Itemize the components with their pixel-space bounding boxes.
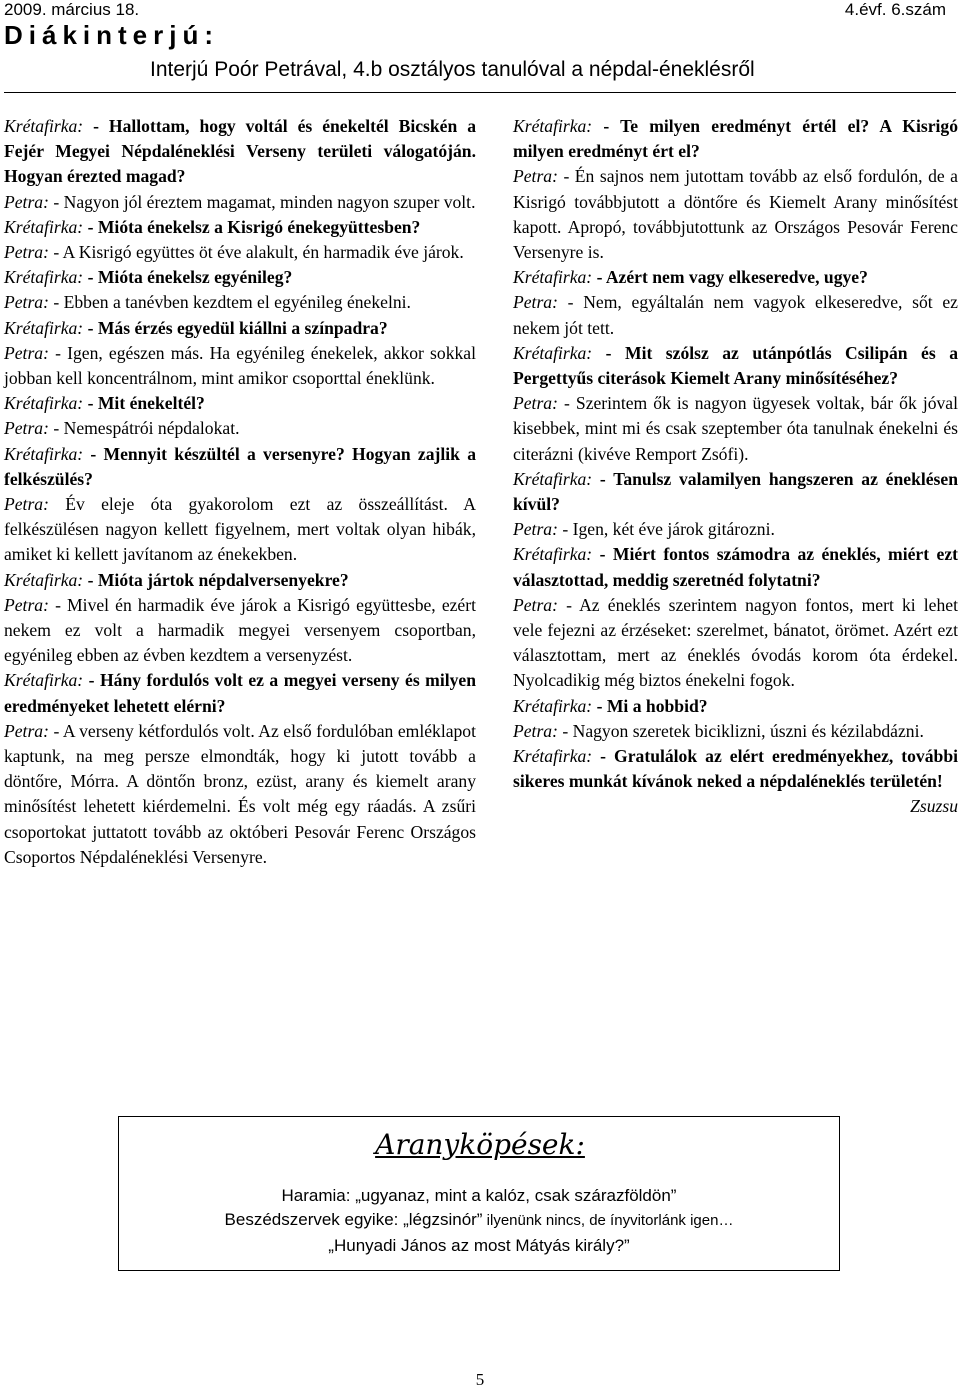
interview-answer [513,593,958,694]
interview-answer [4,416,476,441]
paragraph-text: - Mi a hobbid? [592,695,708,716]
speaker-label: Petra: [513,166,558,187]
paragraph-text: - Igen, egészen más. Ha egyénileg énekelek, akkor sokkal jobban kell koncentrálnom, mint amikor csoporttal éneklünk. [4,342,476,389]
speaker-label: Petra: [4,494,49,515]
speaker-label: Petra: [513,720,558,741]
interview-question [513,341,958,391]
interview-answer [513,391,958,467]
paragraph-text: - Mióta jártok népdalversenyekre? [83,569,349,590]
section-title: Diákinterjú: [4,20,220,50]
paragraph-text: - Az éneklés szerintem nagyon fontos, mert ki lehet vele fejezni az érzéseket: szerelmet, bánatot, örömet. Azért ezt választottam, mert az éneklés óvodás korom óta érdekel. Nyolcadikig még biztos énekelni fogok. [513,594,958,691]
paragraph-text: - Gratulálok az elért eredményekhez, további sikeres munkát kívánok neked a népdaléneklés területén! [513,746,958,792]
paragraph-text: - Én sajnos nem jutottam tovább az első fordulón, de a Kisrigó továbbjutott a döntőre és Kiemelt Arany minősítést kapott. Apropó, továbbjutottunk az Országos Pesovár Ferenc Versenyre is. [513,166,958,263]
interview-question [4,215,476,240]
paragraph-text: - Nem, egyáltalán nem vagyok elkeseredve, sőt ez nekem jót tett. [513,292,958,338]
interview-question [513,265,958,290]
interview-answer [4,492,476,568]
interview-question [513,467,958,517]
left-column [4,114,476,870]
right-column [513,114,958,820]
speaker-label: Krétafirka: [4,393,84,414]
speaker-label: Krétafirka: [4,569,84,590]
interview-answer [513,719,958,744]
speaker-label: Petra: [513,292,558,313]
quotes-title: Aranyköpések: [375,1128,585,1161]
speaker-label: Petra: [4,292,49,313]
paragraph-text: - Mit szólsz az utánpótlás Csilipán és a Pergettyűs citerások Kiemelt Arany minősítéséhez? [513,342,958,389]
quote-line-3: „Hunyadi János az most Mátyás király?” [328,1236,630,1255]
paragraph-text: - Mióta énekelsz a Kisrigó énekegyüttesben? [83,216,421,237]
header-divider [4,92,956,93]
paragraph-text: - Mit énekeltél? [83,393,205,414]
interview-answer [4,341,476,391]
page-number: 5 [475,1370,485,1389]
speaker-label: Krétafirka: [513,544,593,565]
speaker-label: Krétafirka: [513,468,593,489]
paragraph-text: - Nagyon szeretek biciklizni, úszni és kézilabdázni. [557,720,924,741]
paragraph-text: - Nemespátrói népdalokat. [48,418,240,439]
interview-question [4,114,476,190]
speaker-label: Krétafirka: [513,746,593,767]
page-header [4,0,956,22]
paragraph-text: - A Kisrigó együttes öt éve alakult, én harmadik éve járok. [48,242,464,263]
interview-answer [4,190,476,215]
paragraph-text: - Nagyon jól éreztem magamat, minden nagyon szuper volt. [48,191,476,212]
paragraph-text: - Mennyit készültél a versenyre? Hogyan zajlik a felkészülés? [4,443,476,489]
speaker-label: Krétafirka: [4,670,84,691]
interview-question [4,265,476,290]
speaker-label: Petra: [4,191,49,212]
interview-question [4,442,476,492]
paragraph-text: - Más érzés egyedül kiállni a színpadra? [83,317,388,338]
interview-answer [513,517,958,542]
paragraph-text: - Azért nem vagy elkeseredve, ugye? [592,267,868,288]
speaker-label: Krétafirka: [513,267,593,288]
speaker-label: Krétafirka: [4,267,84,288]
speaker-label: Krétafirka: [4,116,84,136]
paragraph-text: - Te milyen eredményt értél el? A Kisrigó milyen eredményt ért el? [513,116,958,162]
issue-date: 2009. március 18. [4,0,140,19]
issue-number: 4.évf. 6.szám [844,0,946,19]
paragraph-text: - Ebben a tanévben kezdtem el egyénileg énekelni. [48,292,411,313]
speaker-label: Petra: [4,720,49,741]
interview-answer [4,240,476,265]
quote-line-2 [118,1210,840,1230]
interview-question [4,316,476,341]
interview-question [513,542,958,592]
interview-question [4,668,476,718]
interview-question [513,744,958,794]
interview-answer [4,719,476,870]
quote-line-1: Haramia: „ugyanaz, mint a kalóz, csak szárazföldön” [281,1186,677,1205]
speaker-label: Petra: [513,393,558,414]
quote-line-2-main: Beszédszervek egyike: „légzsinór” [224,1210,483,1229]
paragraph-text: - Miért fontos számodra az éneklés, miért ezt választottad, meddig szeretnéd folytatni? [513,544,958,590]
speaker-label: Petra: [4,342,49,363]
interview-question [513,694,958,719]
paragraph-text: - Mióta énekelsz egyénileg? [83,267,293,288]
interview-question [4,391,476,416]
article-subtitle: Interjú Poór Petrával, 4.b osztályos tanulóval a népdal-éneklésről [150,58,755,81]
interview-answer [513,290,958,340]
quote-line-2-small: ilyenünk nincs, de ínyvitorlánk igen… [482,1212,734,1229]
paragraph-text: - Hallottam, hogy voltál és énekeltél Bicskén a Fejér Megyei Népdaléneklési Verseny területi válogatóján. Hogyan érezted magad? [4,116,476,187]
interview-question [513,114,958,164]
paragraph-text: Év eleje óta gyakorolom ezt az összeállítást. A felkészülésen nagyon kellett figyelnem, mert voltak olyan hibák, amiket ki kellett javítanom az énekekben. [4,494,476,565]
interview-question [4,568,476,593]
speaker-label: Krétafirka: [513,342,593,363]
speaker-label: Krétafirka: [513,116,593,136]
speaker-label: Petra: [513,519,558,540]
speaker-label: Petra: [4,418,49,439]
speaker-label: Krétafirka: [4,443,84,464]
paragraph-text: - A verseny kétfordulós volt. Az első fordulóban emléklapot kaptunk, na meg persze elmondták, hogy ki jutott tovább a döntőre, Mórra. A döntőn bronz, ezüst, arany és kiemelt arany minősítést lehetett kiérdemelni. És volt még egy ráadás. A zsűri csoportokat juttatott tovább az októberi Pesovár Ferenc Országos Csoportos Népdaléneklési Versenyre. [4,720,476,867]
paragraph-text: - Szerintem ők is nagyon ügyesek voltak, bár ők jóval kisebbek, mint mi és csak szeptember óta tanulnak énekelni és citerázni (kivéve Remport Zsófi). [513,393,958,464]
speaker-label: Krétafirka: [513,695,593,716]
speaker-label: Krétafirka: [4,317,84,338]
speaker-label: Petra: [513,594,558,615]
paragraph-text: - Tanulsz valamilyen hangszeren az éneklésen kívül? [513,468,958,515]
speaker-label: Petra: [4,594,49,615]
paragraph-text: - Hány fordulós volt ez a megyei verseny és milyen eredményeket lehetett elérni? [4,670,476,716]
author-signature: Zsuzsu [910,796,958,817]
speaker-label: Krétafirka: [4,216,84,237]
interview-answer [4,593,476,669]
interview-answer [4,290,476,315]
paragraph-text: - Mivel én harmadik éve járok a Kisrigó együttesbe, ezért nekem ez volt a harmadik megyei versenyem csoportban, egyénileg ebben az évben kezdtem a versenyzést. [4,594,476,666]
interview-answer [513,164,958,265]
paragraph-text: - Igen, két éve járok gitározni. [557,519,775,540]
speaker-label: Petra: [4,242,49,263]
